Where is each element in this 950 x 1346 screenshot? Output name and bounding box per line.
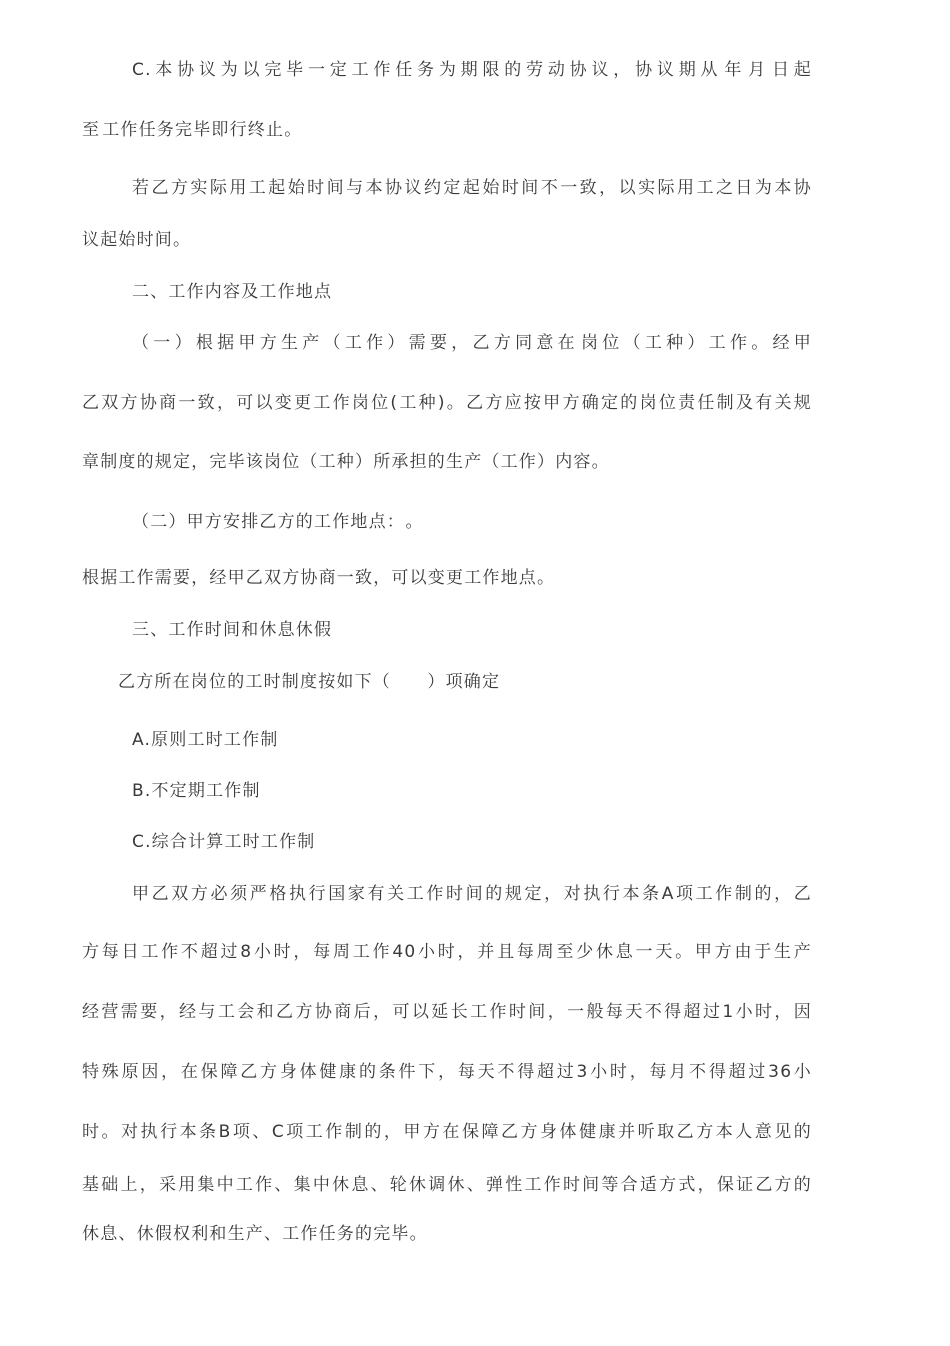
- text-segment: 月: [748, 60, 770, 80]
- contract-term-line: [132, 58, 812, 82]
- option-item: C.综合计算工时工作制: [132, 832, 316, 852]
- paragraph-line: 时。对执行本条B项、C项工作制的，甲方在保障乙方身体健康并听取乙方本人意见的: [82, 1122, 812, 1142]
- paragraph-line: 乙方所在岗位的工时制度按如下（ ）项确定: [118, 672, 501, 692]
- text-segment: （一）根据甲方生产（工作）需要，乙方同意在: [132, 333, 579, 353]
- text-segment: 年: [724, 60, 747, 80]
- paragraph-line: 议起始时间。: [82, 230, 192, 250]
- option-item: B.不定期工作制: [132, 781, 261, 801]
- text-segment: （二）甲方安排乙方的工作地点：: [132, 512, 397, 532]
- paragraph-line: 若乙方实际用工起始时间与本协议约定起始时间不一致，以实际用工之日为本协: [132, 178, 812, 198]
- section-heading: 三、工作时间和休息休假: [132, 620, 333, 640]
- paragraph-line: 甲乙双方必须严格执行国家有关工作时间的规定，对执行本条A项工作制的，乙: [132, 884, 812, 904]
- paragraph-line: 经营需要，经与工会和乙方协商后，可以延长工作时间，一般每天不得超过1小时，因: [82, 1002, 812, 1022]
- paragraph-line: 基础上，采用集中工作、集中休息、轮休调休、弹性工作时间等合适方式，保证乙方的: [82, 1175, 812, 1195]
- text-segment: 岗位（工种）工作。经甲: [580, 333, 813, 353]
- paragraph-line: 特殊原因，在保障乙方身体健康的条件下，每天不得超过3小时，每月不得超过36小: [82, 1062, 812, 1082]
- paragraph-line: 方每日工作不超过8小时，每周工作40小时，并且每周至少休息一天。甲方由于生产: [82, 942, 812, 962]
- paragraph-line: [132, 331, 812, 355]
- paragraph-line: 乙双方协商一致，可以变更工作岗位(工种)。乙方应按甲方确定的岗位责任制及有关规: [82, 393, 812, 413]
- text-segment: 至: [82, 120, 101, 140]
- paragraph-line: [132, 510, 424, 534]
- paragraph-line: 根据工作需要，经甲乙双方协商一致，可以变更工作地点。: [82, 568, 556, 588]
- paragraph-line: [82, 118, 302, 142]
- option-item: A.原则工时工作制: [132, 730, 279, 750]
- text-segment: 工作任务完毕即行终止。: [102, 120, 303, 140]
- text-segment: 。: [405, 512, 424, 532]
- paragraph-line: 休息、休假权利和生产、工作任务的完毕。: [82, 1224, 428, 1244]
- text-segment: 日起: [771, 60, 812, 80]
- paragraph-line: 章制度的规定，完毕该岗位（工种）所承担的生产（工作）内容。: [82, 452, 610, 472]
- text-segment: C.本协议为以完毕一定工作任务为期限的劳动协议，协议期从: [132, 60, 723, 80]
- section-heading: 二、工作内容及工作地点: [132, 282, 333, 302]
